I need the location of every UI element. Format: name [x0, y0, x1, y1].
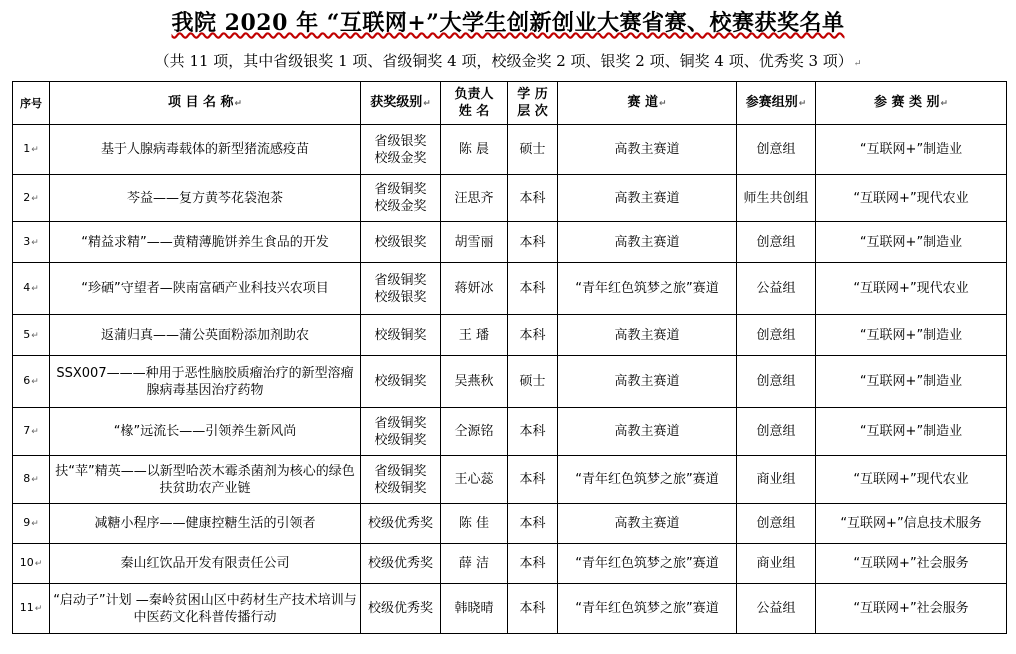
cell-project: 秦山红饮品开发有限责任公司 — [50, 544, 361, 584]
award-line: 校级优秀奖 — [367, 601, 433, 616]
cell-leader: 陈 佳 — [441, 504, 508, 544]
cell-award — [361, 504, 441, 544]
header-category: 参 赛 类 别 ↵ — [816, 82, 1007, 125]
cell-edu: 本科 — [508, 263, 558, 315]
cell-award — [361, 356, 441, 408]
cell-track: “青年红色筑梦之旅”赛道 — [558, 263, 737, 315]
cell-idx: 4 ↵ — [13, 263, 50, 315]
award-line: 省级银奖 — [374, 133, 427, 149]
cell-track: 高教主赛道 — [558, 125, 737, 175]
table-row — [13, 315, 1007, 356]
cell-group: 师生共创组 — [737, 175, 816, 222]
cell-category: “互联网+”制造业 — [816, 408, 1007, 456]
cell-track: 高教主赛道 — [558, 175, 737, 222]
cell-leader: 仝源铭 — [441, 408, 508, 456]
cell-project: “精益求精”——黄精薄脆饼养生食品的开发 — [50, 222, 361, 263]
cell-group: 创意组 — [737, 315, 816, 356]
award-line: 校级铜奖 — [374, 327, 427, 343]
cell-category: “互联网+”信息技术服务 — [816, 504, 1007, 544]
cell-category: “互联网+”制造业 — [816, 356, 1007, 408]
cell-leader: 王心蕊 — [441, 456, 508, 504]
cell-award — [361, 125, 441, 175]
subtitle-text: （共 11 项，其中省级银奖 1 项、省级铜奖 4 项，校级金奖 2 项、银奖 2 项、铜奖 4 项、优秀奖 3 项） ↵ — [155, 52, 862, 70]
cell-group: 商业组 — [737, 456, 816, 504]
cell-category: “互联网+”现代农业 — [816, 263, 1007, 315]
cell-edu: 本科 — [508, 504, 558, 544]
header-project: 项 目 名 称 ↵ — [50, 82, 361, 125]
cell-idx: 3 ↵ — [13, 222, 50, 263]
cell-idx: 5 ↵ — [13, 315, 50, 356]
cell-idx: 11 ↵ — [13, 584, 50, 634]
cell-track: 高教主赛道 — [558, 504, 737, 544]
table-row — [13, 408, 1007, 456]
cell-group: 创意组 — [737, 356, 816, 408]
table-row — [13, 263, 1007, 315]
cell-track: “青年红色筑梦之旅”赛道 — [558, 456, 737, 504]
table-row — [13, 125, 1007, 175]
cell-award — [361, 408, 441, 456]
cell-idx: 8 ↵ — [13, 456, 50, 504]
cell-award — [361, 222, 441, 263]
cell-group: 公益组 — [737, 263, 816, 315]
award-line: 校级优秀奖 — [367, 556, 433, 571]
cell-group: 创意组 — [737, 222, 816, 263]
cell-track: “青年红色筑梦之旅”赛道 — [558, 584, 737, 634]
table-body — [13, 125, 1007, 634]
cell-edu: 本科 — [508, 222, 558, 263]
cell-project: “启动子”计划 —秦岭贫困山区中药材生产技术培训与中医药文化科普传播行动 — [50, 584, 361, 634]
cell-category: “互联网+”现代农业 — [816, 175, 1007, 222]
cell-project: 返蒲归真——蒲公英面粉添加剂助农 — [50, 315, 361, 356]
cell-project: “珍硒”守望者—陕南富硒产业科技兴农项目 — [50, 263, 361, 315]
cell-project: 减糖小程序——健康控糖生活的引领者 — [50, 504, 361, 544]
award-line: 校级银奖 — [374, 234, 427, 250]
award-line: 省级铜奖 — [374, 272, 427, 288]
header-group: 参赛组别 ↵ — [737, 82, 816, 125]
cell-leader: 薛 洁 — [441, 544, 508, 584]
cell-leader: 胡雪丽 — [441, 222, 508, 263]
cell-project: “椽”远流长——引领养生新风尚 — [50, 408, 361, 456]
cell-idx: 2 ↵ — [13, 175, 50, 222]
cell-award — [361, 315, 441, 356]
table-row — [13, 504, 1007, 544]
cell-award — [361, 544, 441, 584]
award-line: 省级铜奖 — [374, 182, 427, 197]
award-line: 校级铜奖 — [374, 480, 427, 496]
cell-award — [361, 263, 441, 315]
table-row — [13, 584, 1007, 634]
cell-category: “互联网+”制造业 — [816, 222, 1007, 263]
cell-award — [361, 584, 441, 634]
cell-idx: 6 ↵ — [13, 356, 50, 408]
table-row — [13, 356, 1007, 408]
cell-idx: 10 ↵ — [13, 544, 50, 584]
cell-leader: 汪思齐 — [441, 175, 508, 222]
table-row — [13, 456, 1007, 504]
header-row — [13, 82, 1007, 125]
cell-project: 芩益——复方黄芩花袋泡茶 — [50, 175, 361, 222]
cell-group: 创意组 — [737, 504, 816, 544]
cell-edu: 本科 — [508, 584, 558, 634]
cell-category: “互联网+”现代农业 — [816, 456, 1007, 504]
cell-category: “互联网+”制造业 — [816, 315, 1007, 356]
cell-leader: 韩晓晴 — [441, 584, 508, 634]
cell-idx: 7 ↵ — [13, 408, 50, 456]
cell-leader: 吴燕秋 — [441, 356, 508, 408]
cell-award — [361, 175, 441, 222]
cell-project: SSX007———种用于恶性脑胶质瘤治疗的新型溶瘤腺病毒基因治疗药物 — [50, 356, 361, 408]
header-edu: 学 历 层 次 — [508, 82, 558, 125]
cell-leader: 蒋妍冰 — [441, 263, 508, 315]
table-row — [13, 175, 1007, 222]
award-line: 校级优秀奖 — [367, 516, 433, 531]
table-row — [13, 544, 1007, 584]
header-idx: 序号 — [13, 82, 50, 125]
award-line: 校级银奖 — [374, 289, 427, 305]
header-award: 获奖级别 ↵ — [361, 82, 441, 125]
table-row — [13, 222, 1007, 263]
cell-category: “互联网+”制造业 — [816, 125, 1007, 175]
cell-edu: 硕士 — [508, 125, 558, 175]
cell-group: 创意组 — [737, 408, 816, 456]
cell-track: 高教主赛道 — [558, 408, 737, 456]
award-line: 校级铜奖 — [374, 374, 427, 389]
cell-category: “互联网+”社会服务 — [816, 584, 1007, 634]
header-leader: 负责人 姓 名 — [441, 82, 508, 125]
cell-category: “互联网+”社会服务 — [816, 544, 1007, 584]
cell-group: 商业组 — [737, 544, 816, 584]
cell-edu: 本科 — [508, 175, 558, 222]
cell-edu: 本科 — [508, 544, 558, 584]
cell-track: 高教主赛道 — [558, 222, 737, 263]
cell-group: 公益组 — [737, 584, 816, 634]
document-subtitle — [0, 50, 1016, 71]
cell-idx: 9 ↵ — [13, 504, 50, 544]
award-line: 省级铜奖 — [374, 463, 427, 479]
header-track: 赛 道 ↵ — [558, 82, 737, 125]
cell-idx: 1 ↵ — [13, 125, 50, 175]
cell-leader: 陈 晨 — [441, 125, 508, 175]
cell-edu: 本科 — [508, 456, 558, 504]
cell-edu: 硕士 — [508, 356, 558, 408]
award-line: 校级金奖 — [374, 150, 427, 166]
awards-table — [12, 81, 1007, 634]
cell-project: 扶“苹”精英——以新型哈茨木霉杀菌剂为核心的绿色扶贫助农产业链 — [50, 456, 361, 504]
document-title — [0, 6, 1016, 37]
cell-project: 基于人腺病毒载体的新型猪流感疫苗 — [50, 125, 361, 175]
cell-edu: 本科 — [508, 408, 558, 456]
cell-leader: 王 璠 — [441, 315, 508, 356]
cell-award — [361, 456, 441, 504]
cell-track: 高教主赛道 — [558, 315, 737, 356]
title-text: 我院 2020 年 “互联网+”大学生创新创业大赛省赛、校赛获奖名单 — [171, 10, 845, 36]
cell-edu: 本科 — [508, 315, 558, 356]
award-line: 校级金奖 — [374, 199, 427, 214]
cell-track: “青年红色筑梦之旅”赛道 — [558, 544, 737, 584]
award-line: 省级铜奖 — [374, 415, 427, 431]
cell-group: 创意组 — [737, 125, 816, 175]
award-line: 校级铜奖 — [374, 432, 427, 448]
cell-track: 高教主赛道 — [558, 356, 737, 408]
